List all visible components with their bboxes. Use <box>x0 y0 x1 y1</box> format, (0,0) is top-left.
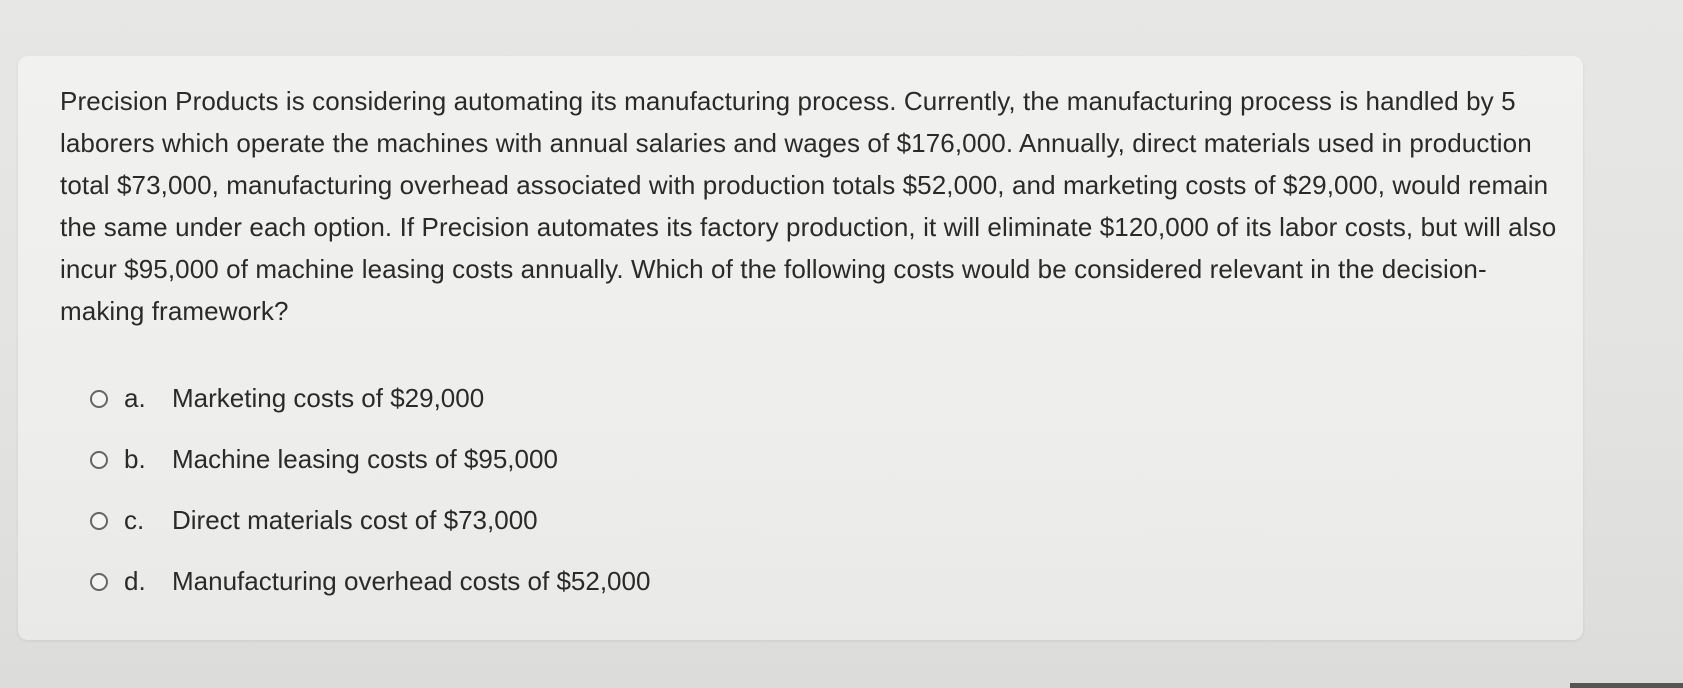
question-card <box>18 56 1583 640</box>
option-letter: a. <box>124 383 146 413</box>
option-label: Direct materials cost of $73,000 <box>172 505 538 535</box>
option-letter: c. <box>124 505 145 535</box>
option-d[interactable] <box>90 551 990 612</box>
radio-button-a[interactable] <box>90 390 108 408</box>
question-text: Precision Products is considering automating its manufacturing process. Currently, the manufacturing process is handled by 5 laborers which operate the machines with annual salaries and wages of $176,000. Annually, direct materials used in production total $73,000, manufacturing overhead associated with production totals $52,000, and marketing costs of $29,000, would remain the same under each option. If Precision automates its factory production, it will eliminate $120,000 of its labor costs, but will also incur $95,000 of machine leasing costs annually. Which of the following costs would be considered relevant in the decision-making framework? <box>60 86 1557 326</box>
option-b[interactable] <box>90 429 990 490</box>
option-letter: b. <box>124 444 146 474</box>
option-label: Marketing costs of $29,000 <box>172 383 485 413</box>
option-c[interactable] <box>90 490 990 551</box>
answer-options <box>90 368 990 612</box>
option-label: Manufacturing overhead costs of $52,000 <box>172 566 651 596</box>
radio-button-b[interactable] <box>90 451 108 469</box>
screen-edge-strip <box>1570 683 1683 688</box>
radio-button-d[interactable] <box>90 573 108 591</box>
radio-button-c[interactable] <box>90 512 108 530</box>
option-letter: d. <box>124 566 146 596</box>
option-label: Machine leasing costs of $95,000 <box>172 444 558 474</box>
option-a[interactable] <box>90 368 990 429</box>
